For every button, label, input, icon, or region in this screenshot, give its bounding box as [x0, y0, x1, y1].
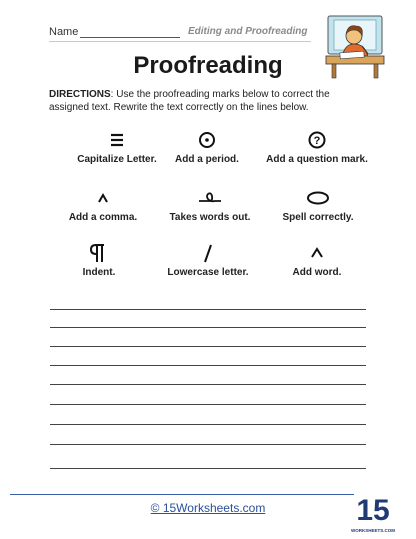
mark-label: Add a period.: [175, 154, 239, 165]
mark-add-word: [252, 241, 382, 278]
15worksheets-logo: [350, 490, 396, 536]
subject-heading: Editing and Proofreading: [188, 26, 308, 37]
directions-lead: DIRECTIONS: [49, 89, 111, 100]
answer-line[interactable]: [50, 468, 366, 469]
name-write-line[interactable]: [80, 37, 180, 38]
copyright-text: © 15Worksheets.com: [150, 501, 266, 515]
name-label: Name: [49, 26, 79, 38]
slash-lowercase-icon: [196, 241, 220, 265]
header-divider: [49, 41, 311, 42]
mark-label: Capitalize Letter.: [77, 154, 157, 165]
mark-label: Indent.: [82, 267, 116, 278]
answer-line[interactable]: [50, 444, 366, 445]
mark-label: Takes words out.: [169, 212, 251, 223]
svg-text:?: ?: [313, 135, 321, 147]
mark-label: Lowercase letter.: [167, 267, 249, 278]
capitalize-triple-line-icon: [105, 129, 129, 151]
answer-line[interactable]: [50, 327, 366, 328]
answer-line[interactable]: [50, 424, 366, 425]
mark-label: Add a question mark.: [266, 154, 368, 165]
delete-loop-icon: [195, 187, 225, 209]
answer-line[interactable]: [50, 365, 366, 366]
paragraph-indent-icon: [87, 241, 111, 265]
circled-period-icon: [195, 129, 219, 151]
oval-spell-icon: [304, 187, 332, 209]
mark-spell: [253, 186, 383, 223]
directions-text: [49, 88, 367, 114]
answer-line[interactable]: [50, 404, 366, 405]
page-title: Proofreading: [133, 52, 283, 79]
mark-label: Add word.: [292, 267, 342, 278]
footer-divider: [10, 494, 390, 495]
svg-text:WORKSHEETS.COM: WORKSHEETS.COM: [350, 528, 396, 533]
directions-body: : Use the proofreading marks below to correct the assigned text. Rewrite the text correctly on the lines below.: [49, 89, 330, 113]
mark-label: Add a comma.: [68, 212, 138, 223]
mark-label: Spell correctly.: [282, 212, 354, 223]
caret-insert-icon: [305, 241, 329, 265]
svg-text:15: 15: [356, 494, 390, 527]
answer-line[interactable]: [50, 384, 366, 385]
answer-line[interactable]: [50, 346, 366, 347]
circled-question-icon: [305, 129, 329, 151]
mark-question: [252, 128, 382, 165]
caret-comma-icon: [91, 187, 115, 209]
answer-line[interactable]: [50, 309, 366, 310]
